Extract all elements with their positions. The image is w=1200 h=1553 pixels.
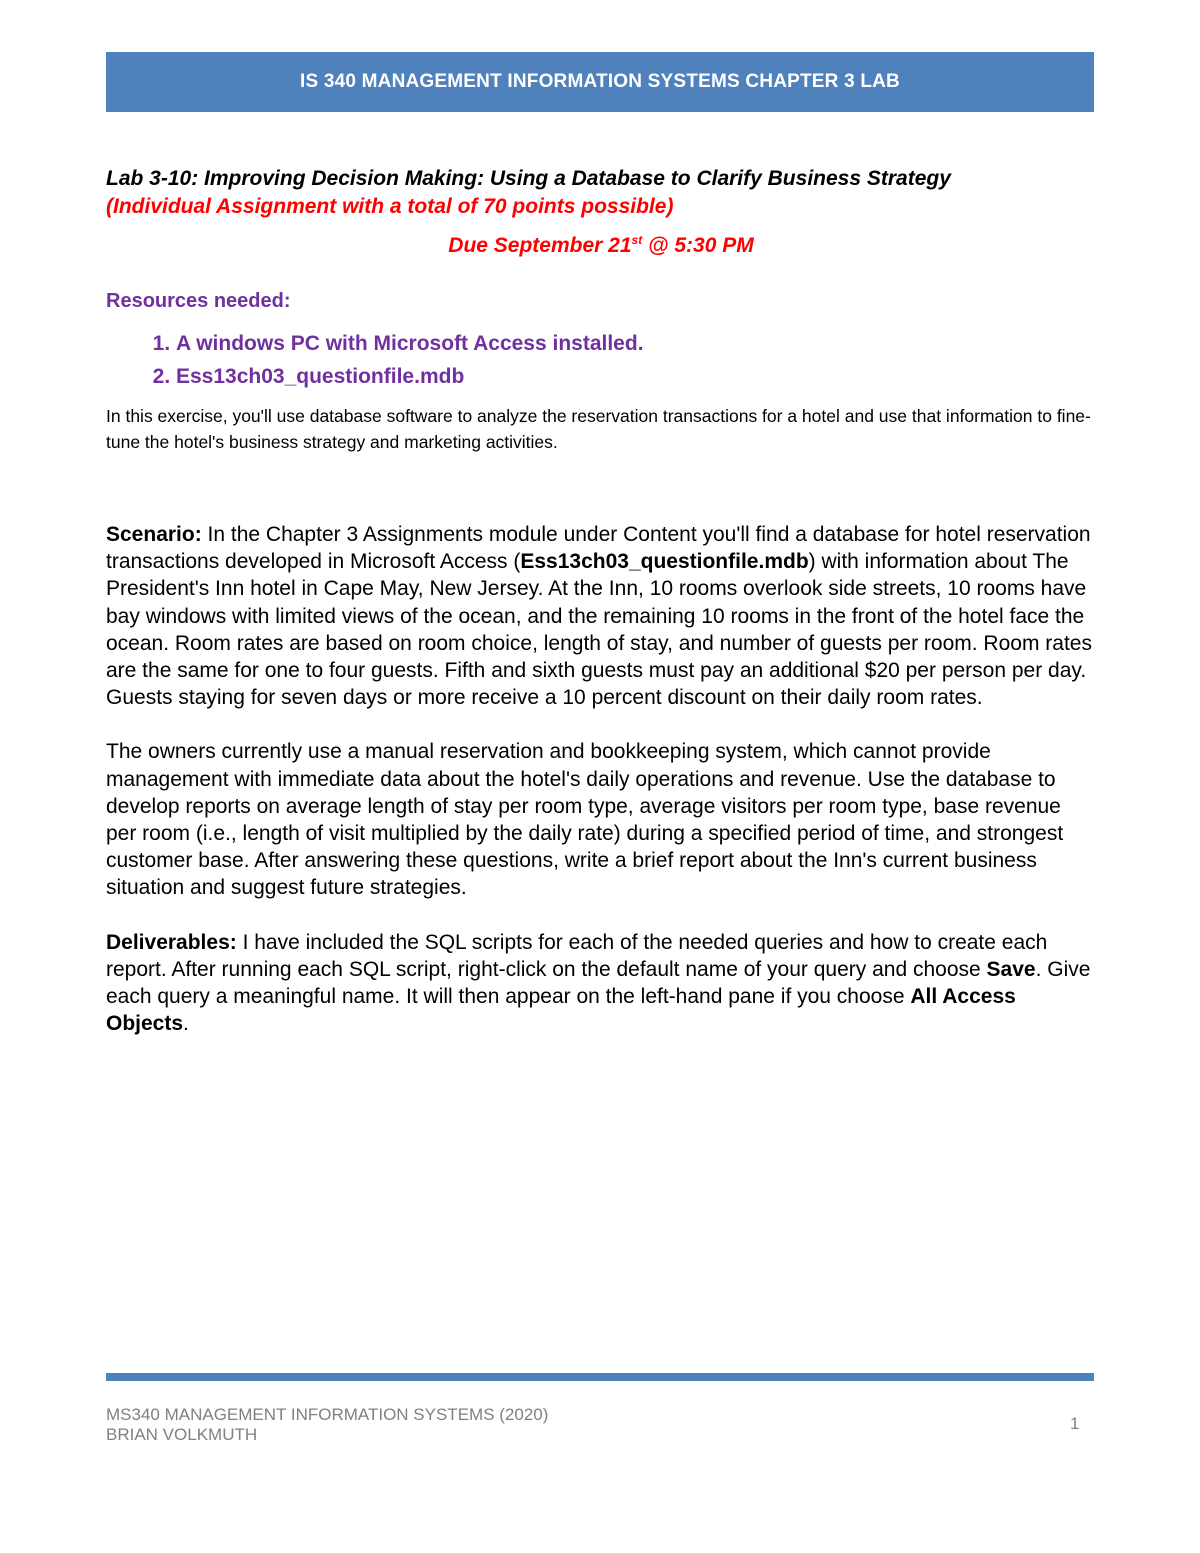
scenario-text-2: ) with information about The President's Inn hotel in Cape May, New Jersey. At the Inn, 10 rooms overlook side streets, 10 rooms have bay windows with limited views of the ocean, and the remaining 10 rooms in the front of the hotel face the ocean. Room rates are based on room choice, length of stay, and number of guests per room. Room rates are the same for one to four guests. Fifth and sixth guests must pay an additional $20 per person per day. Guests staying for seven days or more receive a 10 percent discount on their daily room rates. bbox=[106, 550, 1092, 710]
footer-info bbox=[106, 1405, 548, 1445]
footer-author: BRIAN VOLKMUTH bbox=[106, 1425, 258, 1444]
intro-paragraph: In this exercise, you'll use database software to analyze the reservation transactions for a hotel and use that information to fine-tune the hotel's business strategy and marketing activities. bbox=[106, 406, 1091, 452]
deliverables-text-2: . Give each query a meaningful name. It will then appear on the left-hand pane if you choose bbox=[106, 957, 1091, 1009]
footer-divider bbox=[106, 1373, 1094, 1381]
owners-paragraph: The owners currently use a manual reservation and bookkeeping system, which cannot provide management with immediate data about the hotel's daily operations and revenue. Use the database to develop reports on average length of stay per room type, average visitors per room type, base revenue per room (i.e., length of visit multiplied by the daily rate) during a specified period of time, and strongest customer base. After answering these questions, write a brief report about the Inn's current business situation and suggest future strategies. bbox=[106, 740, 1064, 900]
scenario-label: Scenario: bbox=[106, 523, 202, 546]
deliverables-text-3: . bbox=[183, 1012, 189, 1036]
scenario-paragraph bbox=[106, 521, 1096, 711]
lab-subtitle: (Individual Assignment with a total of 70 points possible) bbox=[106, 195, 674, 218]
scenario-text-1: In the Chapter 3 Assignments module under Content you'll find a database for hotel reservation transactions developed in Microsoft Access ( bbox=[106, 523, 1091, 574]
due-date bbox=[106, 225, 1096, 261]
resources-list bbox=[106, 327, 1096, 393]
deliverables-paragraph bbox=[106, 929, 1096, 1038]
deliverables-text-1: I have included the SQL scripts for each of the needed queries and how to create each report. After running each SQL script, right-click on the default name of your query and choose bbox=[106, 930, 1048, 981]
deliverables-save: Save bbox=[986, 957, 1036, 981]
header-title: IS 340 MANAGEMENT INFORMATION SYSTEMS CHAPTER 3 LAB bbox=[300, 71, 900, 92]
lab-title: Lab 3-10: Improving Decision Making: Using a Database to Clarify Business Strategy bbox=[106, 167, 951, 190]
resource-item: 2. Ess13ch03_questionfile.mdb bbox=[176, 360, 1096, 393]
deliverables-objects: All Access Objects bbox=[106, 985, 1016, 1036]
page-number: 1 bbox=[1070, 1414, 1080, 1433]
due-prefix: Due September 21 bbox=[448, 234, 632, 257]
resource-item: 1. A windows PC with Microsoft Access installed. bbox=[176, 327, 1096, 360]
scenario-file: Ess13ch03_questionfile.mdb bbox=[520, 550, 809, 574]
due-suffix: @ 5:30 PM bbox=[642, 234, 754, 257]
document-header bbox=[106, 52, 1094, 112]
footer-course: MS340 MANAGEMENT INFORMATION SYSTEMS (2020) bbox=[106, 1405, 549, 1424]
deliverables-label: Deliverables: bbox=[106, 930, 237, 954]
resources-heading: Resources needed: bbox=[106, 290, 291, 312]
due-superscript: st bbox=[631, 233, 643, 247]
document-body bbox=[106, 165, 1096, 1037]
